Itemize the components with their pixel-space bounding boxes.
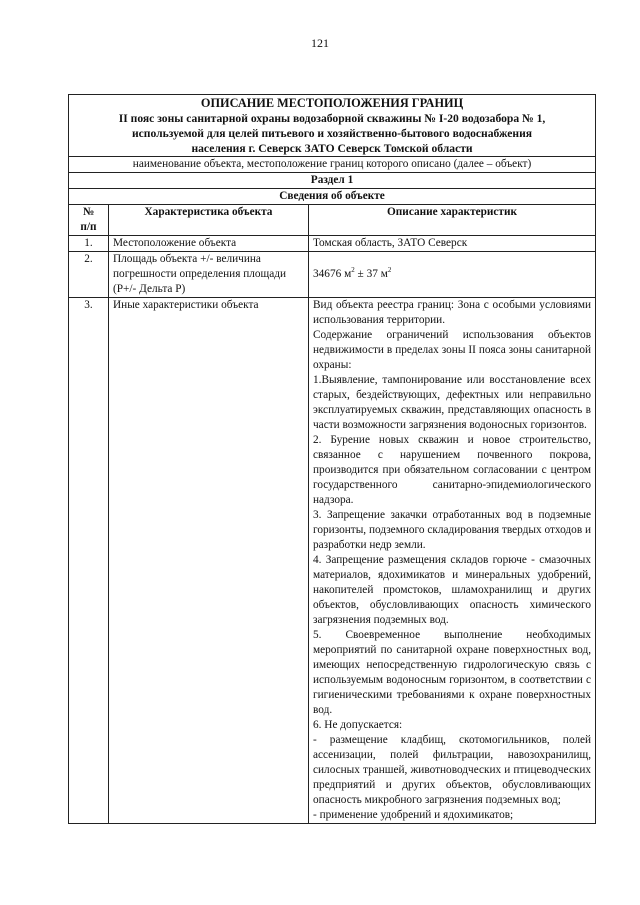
section-label: Раздел 1 [69, 173, 596, 189]
row-number: 2. [69, 252, 109, 298]
column-header-number [69, 205, 109, 236]
row-number: 1. [69, 236, 109, 252]
area-error-unit-power: 2 [387, 266, 392, 275]
table-row [69, 252, 596, 298]
description-paragraph: Содержание ограничений использования объектов недвижимости в пределах зоны II пояса зоны санитарной охраны: [313, 329, 592, 371]
description-paragraph: - применение удобрений и ядохимикатов; [313, 809, 514, 821]
table-header-row [69, 205, 596, 236]
description-paragraph: 4. Запрещение размещения складов горюче - смазочных материалов, ядохимикатов и минеральных удобрений, накопителей промстоков, шламохранилищ и других объектов, обусловливающих опасность химического загрязнения подземных вод. [313, 554, 592, 626]
row-characteristic: Местоположение объекта [109, 236, 309, 252]
description-paragraph: - размещение кладбищ, скотомогильников, полей ассенизации, полей фильтрации, навозохранилищ, силосных траншей, животноводческих и птицеводческих предприятий и других объектов, обусловливающих опасность микробного загрязнения подземных вод; [313, 734, 592, 806]
area-unit-power: 2 [351, 266, 355, 275]
document-title-cell [69, 95, 596, 157]
row-description-area [309, 252, 596, 298]
row-description: Томская область, ЗАТО Северск [309, 236, 596, 252]
column-header-description: Описание характеристик [309, 205, 596, 236]
description-paragraph: 2. Бурение новых скважин и новое строительство, связанное с нарушением почвенного покрова, производится при обязательном согласовании с центром государственного санитарно-эпидемиологического надзора. [313, 434, 592, 506]
document-subtitle-line: населения г. Северск ЗАТО Северск Томской области [191, 142, 473, 155]
row-characteristic: Площадь объекта +/- величина погрешности определения площади (Р+/- Дельта Р) [109, 252, 309, 298]
description-paragraph: Вид объекта реестра границ: Зона с особыми условиями использования территории. [313, 299, 592, 326]
section-title: Сведения об объекте [69, 189, 596, 205]
row-number: 3. [69, 298, 109, 824]
column-header-characteristic: Характеристика объекта [109, 205, 309, 236]
object-note: наименование объекта, местоположение границ которого описано (далее – объект) [69, 157, 596, 173]
column-header-number-line: п/п [80, 221, 97, 233]
row-characteristic: Иные характеристики объекта [109, 298, 309, 824]
document-subtitle-line: II пояс зоны санитарной охраны водозаборной скважины № I-20 водозабора № 1, [118, 112, 546, 125]
row-description [309, 298, 596, 824]
table-row [69, 298, 596, 824]
document-title: ОПИСАНИЕ МЕСТОПОЛОЖЕНИЯ ГРАНИЦ [200, 96, 464, 110]
document-subtitle-line: используемой для целей питьевого и хозяйственно-бытового водоснабжения [131, 127, 533, 140]
description-paragraph: 6. Не допускается: [313, 719, 403, 731]
area-error: ± 37 м [354, 268, 388, 280]
description-paragraph: 3. Запрещение закачки отработанных вод в подземные горизонты, подземного складирования твердых отходов и разработки недр земли. [313, 509, 592, 551]
area-value: 34676 м [313, 268, 352, 280]
object-info-table [68, 94, 596, 824]
table-row [69, 236, 596, 252]
description-paragraph: 1.Выявление, тампонирование или восстановление всех старых, бездействующих, дефектных или неправильно эксплуатируемых скважин, представляющих опасность в части возможности загрязнения водоносных горизонтов. [313, 374, 592, 431]
page-number: 121 [311, 36, 329, 50]
column-header-number-line: № [82, 206, 95, 218]
description-paragraph: 5. Своевременное выполнение необходимых мероприятий по санитарной охране поверхностных вод, имеющих непосредственную гидрологическую связь с используемым водоносным горизонтом, в соответствии с гигиеническими требованиями к охране поверхностных вод. [313, 629, 592, 716]
